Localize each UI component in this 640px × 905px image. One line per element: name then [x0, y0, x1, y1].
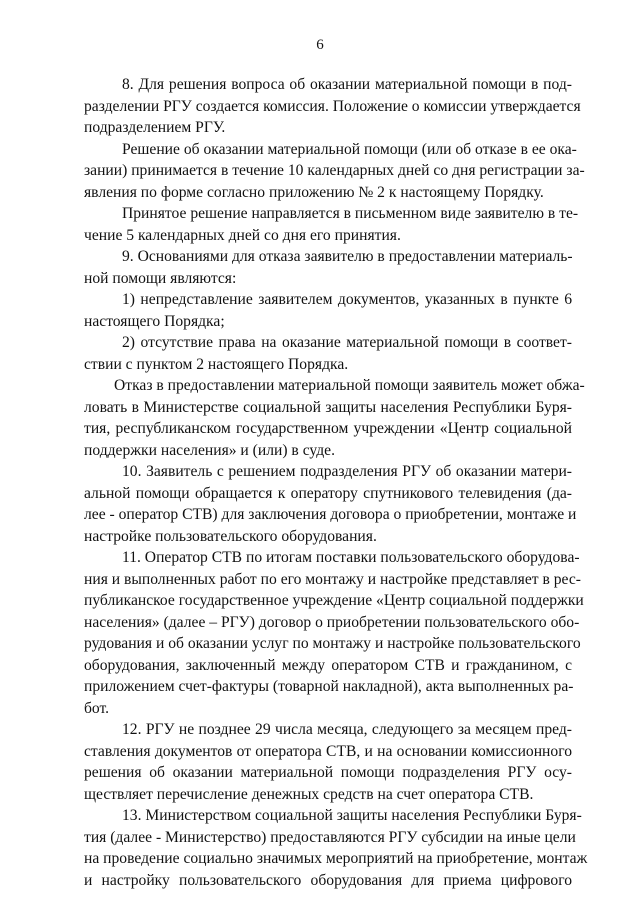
- text-line: поддержки населения» и (или) в суде.: [84, 441, 335, 459]
- text-line: 10. Заявитель с решением подразделения РГУ об оказании матери-: [122, 463, 572, 480]
- text-line: альной помощи обращается к оператору спутникового телевидения (да-: [84, 484, 572, 502]
- text-line: ществляет перечисление денежных средств на счет оператора СТВ.: [84, 785, 534, 803]
- text-line: 1) непредставление заявителем документов, указанных в пункте 6: [122, 291, 572, 308]
- text-line: Решение об оказании материальной помощи (или об отказе в ее ока-: [122, 140, 577, 158]
- text-line: 9. Основаниями для отказа заявителю в предоставлении материаль-: [122, 248, 573, 265]
- page-number: 6: [316, 37, 324, 53]
- text-line: ловать в Министерстве социальной защиты населения Республики Буря-: [84, 398, 572, 416]
- text-line: ствии с пунктом 2 настоящего Порядка.: [84, 355, 349, 373]
- text-line: Отказ в предоставлении материальной помощи заявитель может обжа-: [114, 377, 585, 394]
- text-line: настоящего Порядка;: [84, 312, 225, 330]
- text-line: рудования и об оказании услуг по монтажу и настройке пользовательского: [84, 635, 581, 652]
- text-line: лее - оператор СТВ) для заключения договора о приобретении, монтаже и: [84, 506, 577, 523]
- text-line: Принятое решение направляется в письменном виде заявителю в те-: [122, 205, 579, 222]
- text-line: решения об оказании материальной помощи подразделения РГУ осу-: [84, 764, 572, 781]
- text-line: ставления документов от оператора СТВ, и на основании комиссионного: [84, 742, 572, 760]
- text-line: тия (далее - Министерство) предоставляются РГУ субсидии на иные цели: [84, 828, 576, 846]
- text-line: населения» (далее – РГУ) договор о приобретении пользовательского обо-: [84, 613, 580, 631]
- text-line: и настройку пользовательского оборудования для приема цифрового: [84, 871, 572, 889]
- text-line: разделении РГУ создается комиссия. Положение о комиссии утверждается: [84, 97, 581, 115]
- text-line: подразделением РГУ.: [84, 119, 226, 136]
- text-line: 8. Для решения вопроса об оказании материальной помощи в под-: [122, 76, 572, 93]
- text-line: ной помощи являются:: [84, 269, 237, 287]
- text-line: тия, республиканском государственном учреждении «Центр социальной: [84, 420, 572, 437]
- text-line: 13. Министерством социальной защиты населения Республики Буря-: [122, 807, 582, 824]
- text-line: 2) отсутствие права на оказание материальной помощи в соответ-: [122, 334, 572, 351]
- text-line: зании) принимается в течение 10 календарных дней со дня регистрации за-: [84, 162, 585, 179]
- text-line: чение 5 календарных дней со дня его принятия.: [84, 226, 401, 244]
- text-line: ния и выполненных работ по его монтажу и настройке представляет в рес-: [84, 570, 581, 588]
- text-line: 11. Оператор СТВ по итогам поставки пользовательского оборудова-: [122, 549, 580, 566]
- text-line: бот.: [84, 699, 110, 717]
- text-line: публиканское государственное учреждение «Центр социальной поддержки: [84, 592, 584, 609]
- text-line: настройке пользовательского оборудования.: [84, 527, 377, 545]
- text-line: 12. РГУ не позднее 29 числа месяца, следующего за месяцем пред-: [122, 721, 572, 738]
- text-line: оборудования, заключенный между оператором СТВ и гражданином, с: [84, 656, 572, 674]
- text-line: на проведение социально значимых мероприятий на приобретение, монтаж: [84, 850, 588, 867]
- text-line: приложением счет-фактуры (товарной накладной), акта выполненных ра-: [84, 678, 574, 695]
- text-line: явления по форме согласно приложению № 2 к настоящему Порядку.: [84, 183, 544, 201]
